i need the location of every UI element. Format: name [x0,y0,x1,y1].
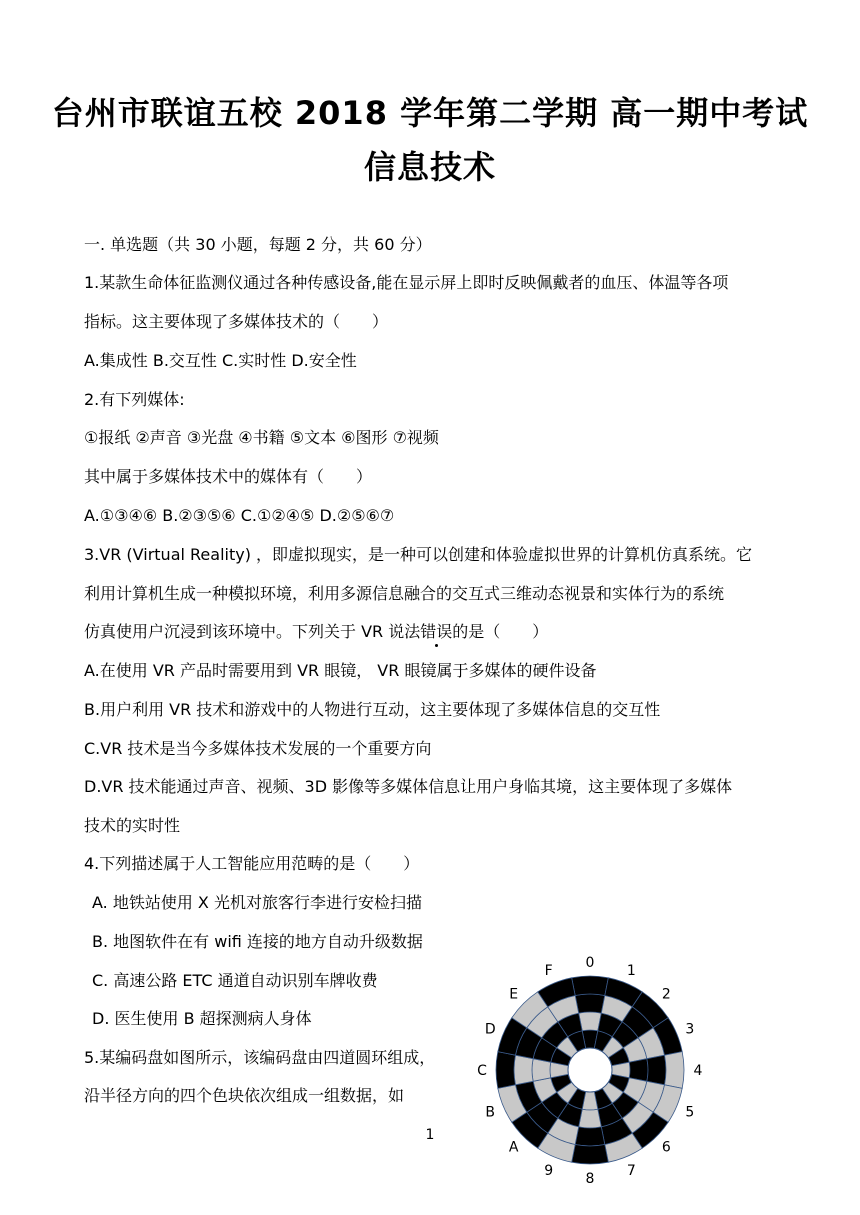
question-3-option-b: B.用户利用 VR 技术和游戏中的人物进行互动，这主要体现了多媒体信息的交互性 [84,700,661,719]
disk-sector-label: 3 [685,1021,695,1038]
disk-cell [647,1055,666,1085]
question-1-stem-line1: 1.某款生命体征监测仪通过各种传感设备,能在显示屏上即时反映佩戴者的血压、体温等各项 [84,273,729,292]
question-3-option-d-cont: 技术的实时性 [84,816,181,835]
question-5-stem-line1: 5.某编码盘如图所示，该编码盘由四道圆环组成， [84,1048,436,1067]
disk-sector-label: 6 [661,1139,671,1156]
disk-cell [579,1012,602,1031]
disk-sector-label: 1 [626,963,636,980]
question-2-options: A.①③④⑥ B.②③⑤⑥ C.①②④⑤ D.②⑤⑥⑦ [84,506,395,525]
question-1-stem-line2: 指标。这主要体现了多媒体技术的（ ） [84,312,389,331]
disk-sector-label: F [544,963,553,980]
section-heading: 一. 单选题（共 30 小题，每题 2 分，共 60 分） [84,235,432,254]
question-2-stem-line1: 2.有下列媒体: [84,390,185,409]
question-5-stem-line2: 沿半径方向的四个色块依次组成一组数据，如 [84,1086,405,1105]
question-2-stem-line3: 其中属于多媒体技术中的媒体有（ ） [84,467,373,486]
question-3-stem-line1: 3.VR (Virtual Reality) ，即虚拟现实，是一种可以创建和体验虚拟世界的计算机仿真系统。它 [84,545,753,564]
encoding-disk-figure [477,955,710,1202]
disk-cell [572,976,609,995]
question-4-option-d: D. 医生使用 B 超探测病人身体 [92,1009,312,1028]
question-3-option-a: A.在使用 VR 产品时需要用到 VR 眼镜， VR 眼镜属于多媒体的硬件设备 [84,661,597,680]
disk-cell [579,1109,602,1128]
question-4-stem: 4.下列描述属于人工智能应用范畴的是（ ） [84,854,420,873]
disk-cell [514,1055,533,1085]
disk-sector-label: 5 [685,1104,695,1121]
disk-sector-label: E [509,986,519,1003]
question-3-stem-line2: 利用计算机生成一种模拟环境，利用多源信息融合的交互式三维动态视景和实体行为的系统 [84,584,725,603]
disk-sector-label: 9 [544,1162,554,1179]
disk-center-hole [568,1048,612,1092]
disk-sector-label: 4 [693,1063,703,1079]
disk-cell [629,1059,648,1082]
disk-sector-label: C [477,1063,487,1079]
disk-cell [665,1052,684,1089]
disk-cell [572,1145,609,1164]
emphasis-word-wrong: 错误 [420,622,453,641]
question-4-option-b: B. 地图软件在有 wifi 连接的地方自动升级数据 [92,932,423,951]
question-3-option-d: D.VR 技术能通过声音、视频、3D 影像等多媒体信息让用户身临其境，这主要体现了多媒体 [84,777,733,796]
exam-subject-title: 信息技术 [363,148,496,186]
question-3-stem-line3-after: 的是（ ） [452,622,549,641]
page-number: 1 [425,1127,435,1143]
question-4-option-c: C. 高速公路 ETC 通道自动识别车牌收费 [92,971,378,990]
disk-sector-label: D [484,1021,496,1038]
disk-sector-label: 7 [626,1162,636,1179]
exam-title-line1: 台州市联谊五校 2018 学年第二学期 高一期中考试 [51,94,809,132]
disk-sector-label: B [485,1104,496,1121]
disk-sector-label: 2 [661,986,671,1003]
disk-sector-label: 0 [585,955,595,971]
question-2-media-list: ①报纸 ②声音 ③光盘 ④书籍 ⑤文本 ⑥图形 ⑦视频 [84,428,439,447]
disk-cell [496,1052,515,1089]
question-3-option-c: C.VR 技术是当今多媒体技术发展的一个重要方向 [84,739,432,758]
disk-sector-label: A [508,1139,519,1156]
disk-cell [532,1059,551,1082]
question-1-options: A.集成性 B.交互性 C.实时性 D.安全性 [84,351,357,370]
disk-cell [575,994,605,1013]
question-3-stem-line3 [84,622,548,642]
question-3-stem-line3-before: 仿真使用户沉浸到该环境中。下列关于 VR 说法 [84,622,421,641]
question-4-option-a: A. 地铁站使用 X 光机对旅客行李进行安检扫描 [92,893,422,912]
disk-sector-label: 8 [585,1171,595,1187]
